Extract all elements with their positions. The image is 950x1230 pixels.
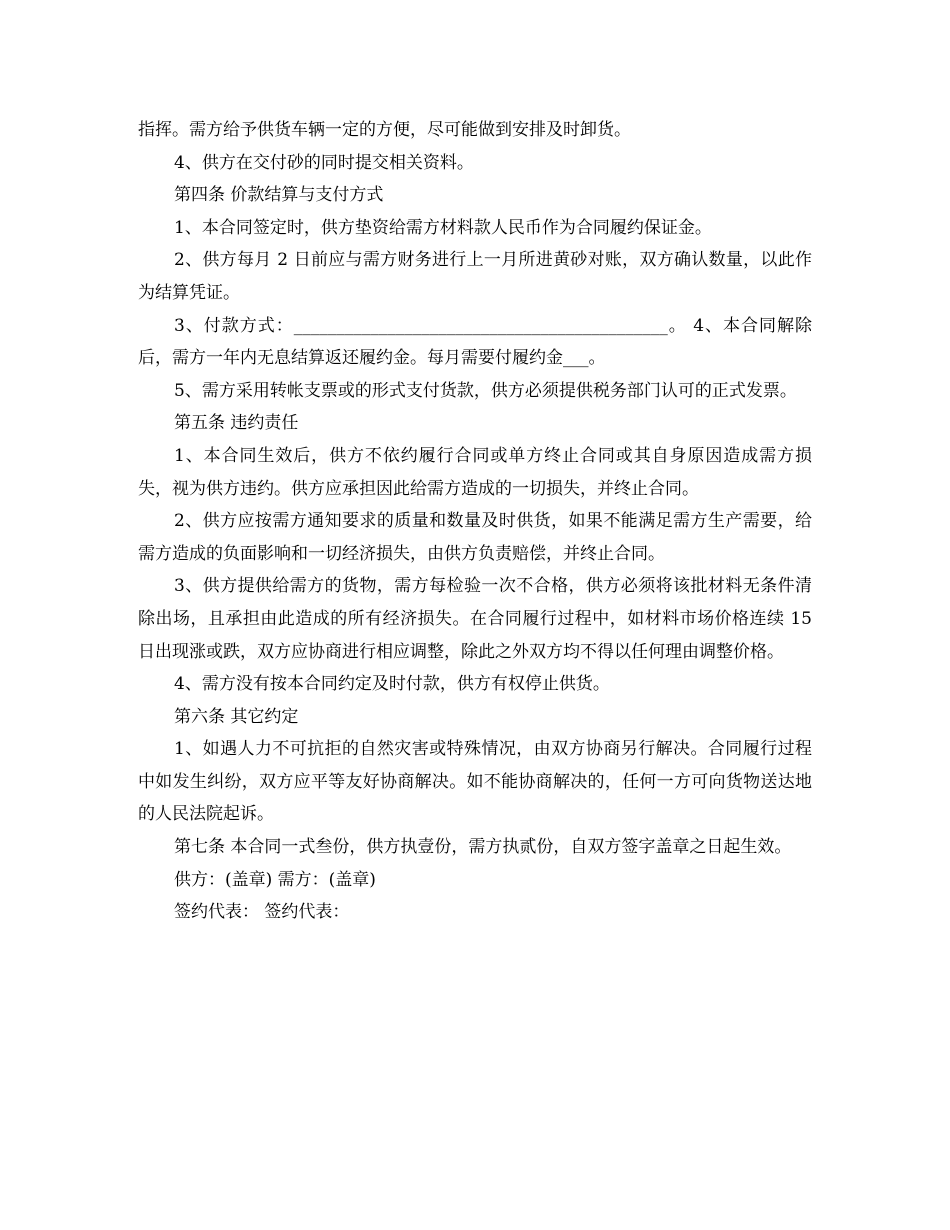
paragraph-clause-4-item-1: 1、本合同签定时，供方垫资给需方材料款人民币作为合同履约保证金。 xyxy=(174,217,712,238)
paragraph-clause-5-item-4: 4、需方没有按本合同约定及时付款，供方有权停止供货。 xyxy=(174,674,610,695)
signature-representatives-line: 签约代表： 签约代表： xyxy=(174,902,350,923)
paragraph-clause-5-item-2: 2、供方应按需方通知要求的质量和数量及时供货，如果不能满足需方生产需要，给需方造成的负面影响和一切经济损失，由供方负责赔偿，并终止合同。 xyxy=(138,511,812,564)
heading-article-6: 第六条 其它约定 xyxy=(174,706,299,727)
paragraph-clause-3-item-4: 4、供方在交付砂的同时提交相关资料。 xyxy=(174,152,474,173)
paragraph-clause-4-item-5: 5、需方采用转帐支票或的形式支付货款，供方必须提供税务部门认可的正式发票。 xyxy=(174,380,797,401)
paragraph-clause-5-item-3: 3、供方提供给需方的货物，需方每检验一次不合格，供方必须将该批材料无条件清除出场，且承担由此造成的所有经济损失。在合同履行过程中，如材料市场价格连续 15 日出现涨或跌，双方应协商进行相应调整，除此之外双方均不得以任何理由调整价格。 xyxy=(138,576,812,662)
paragraph-unloading-arrangement: 指挥。需方给予供货车辆一定的方便，尽可能做到安排及时卸货。 xyxy=(138,120,631,140)
signature-parties-line: 供方：(盖章) 需方：(盖章) xyxy=(174,869,376,890)
paragraph-clause-4-item-2: 2、供方每月 2 日前应与需方财务进行上一月所进黄砂对账，双方确认数量，以此作为结算凭证。 xyxy=(138,250,812,303)
heading-article-4: 第四条 价款结算与支付方式 xyxy=(174,185,384,206)
paragraph-clause-4-item-3-4: 3、付款方式：____________________________________________。 4、本合同解除后，需方一年内无息结算返还履约金。每月需要付履约金___。 xyxy=(138,315,812,369)
paragraph-clause-6-item-1: 1、如遇人力不可抗拒的自然灾害或特殊情况，由双方协商另行解决。合同履行过程中如发生纠纷，双方应平等友好协商解决。如不能协商解决的，任何一方可向货物送达地的人民法院起诉。 xyxy=(138,739,812,825)
paragraph-clause-5-item-1: 1、本合同生效后，供方不依约履行合同或单方终止合同或其自身原因造成需方损失，视为供方违约。供方应承担因此给需方造成的一切损失，并终止合同。 xyxy=(138,445,812,499)
heading-article-7: 第七条 本合同一式叁份，供方执壹份，需方执贰份，自双方签字盖章之日起生效。 xyxy=(174,837,792,858)
heading-article-5: 第五条 违约责任 xyxy=(174,413,299,434)
contract-body xyxy=(138,114,812,929)
